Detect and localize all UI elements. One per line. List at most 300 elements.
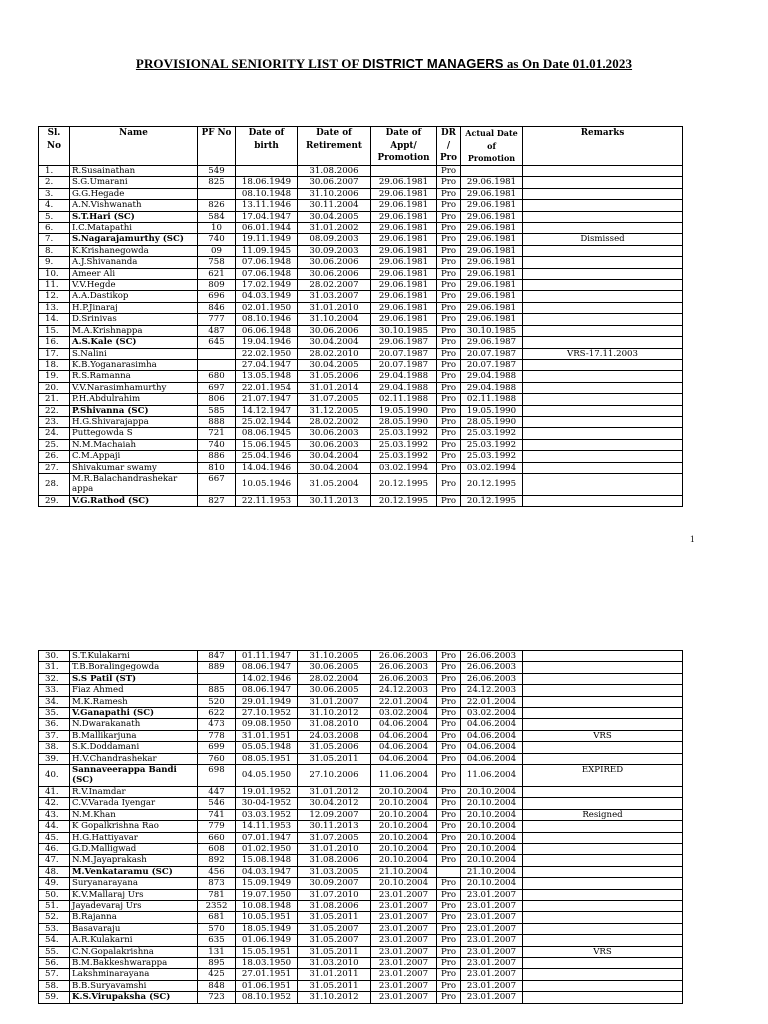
row-dob: 04.03.1949 (236, 291, 298, 302)
row-dob: 08.10.1948 (236, 188, 298, 199)
row-dr: Pro (437, 302, 461, 313)
row-dor: 30.09.2003 (298, 245, 371, 256)
row-dor: 31.08.2006 (298, 855, 371, 866)
table-row (39, 832, 683, 843)
row-name: T.B.Boralingegowda (70, 662, 198, 673)
row-remarks (523, 223, 683, 234)
table-row (39, 980, 683, 991)
row-sl: 33. (39, 685, 70, 696)
row-remarks (523, 923, 683, 934)
row-dr: Pro (437, 268, 461, 279)
row-dr: Pro (437, 662, 461, 673)
row-dob: 07.06.1948 (236, 257, 298, 268)
table-row (39, 291, 683, 302)
table-row (39, 719, 683, 730)
seniority-table-page2 (38, 650, 683, 1004)
row-dor: 31.05.2011 (298, 946, 371, 957)
table-row (39, 866, 683, 877)
row-appt: 04.06.2004 (371, 742, 437, 753)
row-sl: 54. (39, 935, 70, 946)
row-appt (371, 166, 437, 177)
row-dob: 19.07.1950 (236, 889, 298, 900)
row-dor: 31.08.2006 (298, 900, 371, 911)
row-pf: 621 (198, 268, 236, 279)
row-dr: Pro (437, 798, 461, 809)
row-remarks (523, 900, 683, 911)
row-pf: 760 (198, 753, 236, 764)
row-actual: 20.10.2004 (461, 798, 523, 809)
row-appt: 25.03.1992 (371, 439, 437, 450)
row-name: D.Srinivas (70, 314, 198, 325)
row-actual: 29.06.1981 (461, 223, 523, 234)
row-remarks (523, 798, 683, 809)
row-dob: 15.09.1949 (236, 878, 298, 889)
table-row (39, 200, 683, 211)
row-sl: 52. (39, 912, 70, 923)
table-row (39, 302, 683, 313)
row-appt: 20.12.1995 (371, 473, 437, 495)
row-name: A.A.Dastikop (70, 291, 198, 302)
row-dor: 30.06.2003 (298, 428, 371, 439)
row-remarks (523, 821, 683, 832)
row-dob: 27.01.1951 (236, 969, 298, 980)
table-row (39, 280, 683, 291)
row-actual: 04.06.2004 (461, 753, 523, 764)
row-pf: 740 (198, 439, 236, 450)
row-pf: 825 (198, 177, 236, 188)
row-remarks (523, 337, 683, 348)
row-dr: Pro (437, 855, 461, 866)
row-sl: 45. (39, 832, 70, 843)
table-row (39, 405, 683, 416)
row-name: N.M.Machaiah (70, 439, 198, 450)
row-dr: Pro (437, 957, 461, 968)
row-appt: 20.10.2004 (371, 832, 437, 843)
row-sl: 37. (39, 730, 70, 741)
table-row (39, 798, 683, 809)
row-appt: 29.06.1981 (371, 280, 437, 291)
row-actual: 25.03.1992 (461, 451, 523, 462)
row-name: V.V.Narasimhamurthy (70, 382, 198, 393)
row-remarks (523, 843, 683, 854)
row-actual: 23.01.2007 (461, 912, 523, 923)
row-appt: 22.01.2004 (371, 696, 437, 707)
row-dob: 07.06.1948 (236, 268, 298, 279)
row-dob: 18.03.1950 (236, 957, 298, 968)
row-actual: 29.06.1981 (461, 302, 523, 313)
row-dr: Pro (437, 371, 461, 382)
row-appt: 29.06.1981 (371, 211, 437, 222)
row-actual: 25.03.1992 (461, 428, 523, 439)
row-actual: 29.06.1981 (461, 177, 523, 188)
row-dor: 30.04.2004 (298, 337, 371, 348)
row-pf (198, 359, 236, 370)
row-dob: 31.01.1951 (236, 730, 298, 741)
row-name: Puttegowda S (70, 428, 198, 439)
row-pf: 680 (198, 371, 236, 382)
row-sl: 9. (39, 257, 70, 268)
row-actual: 20.07.1987 (461, 348, 523, 359)
row-actual: 23.01.2007 (461, 889, 523, 900)
table-row (39, 394, 683, 405)
row-name: S.K.Doddamani (70, 742, 198, 753)
table-row (39, 992, 683, 1003)
header-dr: DR / Pro (437, 127, 461, 166)
header-sl: Sl. No (39, 127, 70, 166)
row-sl: 1. (39, 166, 70, 177)
table-row (39, 439, 683, 450)
row-appt: 03.02.2004 (371, 708, 437, 719)
row-dor: 30.06.2006 (298, 325, 371, 336)
header-remarks: Remarks (523, 127, 683, 166)
row-name: Suryanarayana (70, 878, 198, 889)
row-pf: 889 (198, 662, 236, 673)
row-name: Shivakumar swamy (70, 462, 198, 473)
row-dr (437, 866, 461, 877)
row-actual: 29.06.1981 (461, 257, 523, 268)
row-dob: 06.01.1944 (236, 223, 298, 234)
row-name: B.M.Bakkeshwarappa (70, 957, 198, 968)
row-remarks (523, 314, 683, 325)
row-actual: 20.10.2004 (461, 832, 523, 843)
row-remarks (523, 405, 683, 416)
row-sl: 19. (39, 371, 70, 382)
row-remarks: VRS (523, 730, 683, 741)
row-appt: 29.06.1981 (371, 177, 437, 188)
row-appt: 29.06.1981 (371, 268, 437, 279)
row-actual: 23.01.2007 (461, 946, 523, 957)
row-dob (236, 166, 298, 177)
row-dob: 19.01.1952 (236, 786, 298, 797)
row-sl: 55. (39, 946, 70, 957)
row-dr: Pro (437, 416, 461, 427)
row-name: K.V.Mallaraj Urs (70, 889, 198, 900)
table-row (39, 765, 683, 787)
row-pf: 608 (198, 843, 236, 854)
row-actual: 23.01.2007 (461, 900, 523, 911)
row-dr: Pro (437, 832, 461, 843)
row-dor: 31.10.2012 (298, 992, 371, 1003)
row-appt: 20.10.2004 (371, 798, 437, 809)
row-appt: 26.06.2003 (371, 651, 437, 662)
row-name: K.S.Virupaksha (SC) (70, 992, 198, 1003)
row-sl: 26. (39, 451, 70, 462)
row-actual: 23.01.2007 (461, 923, 523, 934)
row-appt: 04.06.2004 (371, 719, 437, 730)
row-actual: 21.10.2004 (461, 866, 523, 877)
row-sl: 39. (39, 753, 70, 764)
row-actual: 11.06.2004 (461, 765, 523, 787)
row-sl: 10. (39, 268, 70, 279)
row-remarks (523, 969, 683, 980)
table-body-page2 (39, 651, 683, 1004)
row-pf: 696 (198, 291, 236, 302)
row-remarks (523, 268, 683, 279)
row-name: K.Krishanegowda (70, 245, 198, 256)
row-sl: 21. (39, 394, 70, 405)
row-sl: 29. (39, 495, 70, 506)
row-sl: 3. (39, 188, 70, 199)
row-actual: 29.04.1988 (461, 382, 523, 393)
row-pf: 895 (198, 957, 236, 968)
row-name: M.K.Ramesh (70, 696, 198, 707)
row-dor: 30.09.2007 (298, 878, 371, 889)
row-dob: 06.06.1948 (236, 325, 298, 336)
row-sl: 57. (39, 969, 70, 980)
table-row (39, 223, 683, 234)
row-dr: Pro (437, 495, 461, 506)
row-pf: 886 (198, 451, 236, 462)
row-sl: 23. (39, 416, 70, 427)
row-dr: Pro (437, 730, 461, 741)
row-dob: 08.10.1946 (236, 314, 298, 325)
row-dr: Pro (437, 651, 461, 662)
row-dob: 25.04.1946 (236, 451, 298, 462)
row-pf: 781 (198, 889, 236, 900)
row-pf: 892 (198, 855, 236, 866)
table-row (39, 753, 683, 764)
row-actual: 29.06.1981 (461, 211, 523, 222)
row-dor: 31.01.2014 (298, 382, 371, 393)
table-row (39, 257, 683, 268)
row-dr: Pro (437, 405, 461, 416)
row-name: Lakshminarayana (70, 969, 198, 980)
row-actual: 23.01.2007 (461, 935, 523, 946)
row-sl: 41. (39, 786, 70, 797)
row-name: K Gopalkrishna Rao (70, 821, 198, 832)
row-name: N.M.Khan (70, 809, 198, 820)
row-pf: 549 (198, 166, 236, 177)
row-sl: 53. (39, 923, 70, 934)
row-sl: 42. (39, 798, 70, 809)
row-remarks (523, 866, 683, 877)
row-actual: 29.06.1981 (461, 188, 523, 199)
row-pf: 826 (198, 200, 236, 211)
row-dor: 30.04.2005 (298, 211, 371, 222)
row-pf: 546 (198, 798, 236, 809)
row-dob: 15.08.1948 (236, 855, 298, 866)
row-name: G.D.Malligwad (70, 843, 198, 854)
row-remarks (523, 325, 683, 336)
table-row (39, 786, 683, 797)
row-remarks (523, 177, 683, 188)
row-remarks (523, 188, 683, 199)
row-remarks: VRS (523, 946, 683, 957)
row-pf: 885 (198, 685, 236, 696)
row-remarks (523, 832, 683, 843)
row-dr: Pro (437, 166, 461, 177)
row-remarks (523, 935, 683, 946)
row-sl: 36. (39, 719, 70, 730)
table-row (39, 708, 683, 719)
table-body-page1 (39, 166, 683, 507)
row-dr: Pro (437, 889, 461, 900)
row-appt: 29.04.1988 (371, 382, 437, 393)
row-dor: 28.02.2002 (298, 416, 371, 427)
table-row (39, 325, 683, 336)
row-sl: 24. (39, 428, 70, 439)
row-dr: Pro (437, 348, 461, 359)
row-appt: 23.01.2007 (371, 980, 437, 991)
row-dor: 30.04.2004 (298, 462, 371, 473)
row-dob: 04.03.1947 (236, 866, 298, 877)
row-dor: 31.07.2005 (298, 832, 371, 843)
row-name: Sannaveerappa Bandi (SC) (70, 765, 198, 787)
row-dob: 21.07.1947 (236, 394, 298, 405)
row-actual: 29.06.1981 (461, 314, 523, 325)
row-sl: 28. (39, 473, 70, 495)
row-dor: 28.02.2007 (298, 280, 371, 291)
table-row (39, 495, 683, 506)
row-dor: 12.09.2007 (298, 809, 371, 820)
row-remarks (523, 651, 683, 662)
row-appt: 20.10.2004 (371, 878, 437, 889)
row-dr: Pro (437, 821, 461, 832)
row-remarks (523, 889, 683, 900)
row-dob: 04.05.1950 (236, 765, 298, 787)
row-pf: 622 (198, 708, 236, 719)
row-appt: 26.06.2003 (371, 673, 437, 684)
row-sl: 59. (39, 992, 70, 1003)
row-name: C.N.Gopalakrishna (70, 946, 198, 957)
row-remarks (523, 957, 683, 968)
table-row (39, 809, 683, 820)
row-dob: 09.08.1950 (236, 719, 298, 730)
table-row (39, 234, 683, 245)
seniority-table-page1 (38, 126, 683, 507)
table-row (39, 696, 683, 707)
row-pf: 447 (198, 786, 236, 797)
row-appt: 30.10.1985 (371, 325, 437, 336)
row-dor: 31.08.2010 (298, 719, 371, 730)
row-dor: 30.06.2006 (298, 268, 371, 279)
table-row (39, 957, 683, 968)
table-row (39, 428, 683, 439)
row-remarks (523, 473, 683, 495)
row-name: Ameer Ali (70, 268, 198, 279)
row-remarks (523, 992, 683, 1003)
row-dor: 30.06.2005 (298, 662, 371, 673)
row-actual: 20.10.2004 (461, 786, 523, 797)
row-pf: 888 (198, 416, 236, 427)
row-dor: 30.11.2013 (298, 495, 371, 506)
row-dob: 08.05.1951 (236, 753, 298, 764)
row-dob: 25.02.1944 (236, 416, 298, 427)
row-appt: 29.06.1981 (371, 257, 437, 268)
row-actual: 23.01.2007 (461, 969, 523, 980)
table-row (39, 685, 683, 696)
row-name: V.V.Hegde (70, 280, 198, 291)
row-actual (461, 166, 523, 177)
table-row (39, 946, 683, 957)
row-dor: 31.07.2005 (298, 394, 371, 405)
row-sl: 2. (39, 177, 70, 188)
row-remarks (523, 719, 683, 730)
row-dor: 31.01.2011 (298, 969, 371, 980)
row-actual: 20.10.2004 (461, 821, 523, 832)
row-appt: 20.10.2004 (371, 809, 437, 820)
row-remarks (523, 200, 683, 211)
table-row (39, 245, 683, 256)
row-remarks (523, 428, 683, 439)
row-dr: Pro (437, 451, 461, 462)
row-name: P.Shivanna (SC) (70, 405, 198, 416)
row-name: N.Dwarakanath (70, 719, 198, 730)
table-row (39, 268, 683, 279)
row-name: A.N.Vishwanath (70, 200, 198, 211)
row-dob: 01.06.1949 (236, 935, 298, 946)
table-row (39, 969, 683, 980)
row-dr: Pro (437, 337, 461, 348)
row-sl: 31. (39, 662, 70, 673)
row-remarks (523, 359, 683, 370)
row-name: B.Mallikarjuna (70, 730, 198, 741)
row-actual: 04.06.2004 (461, 719, 523, 730)
row-pf: 741 (198, 809, 236, 820)
row-pf: 425 (198, 969, 236, 980)
title-part2: DISTRICT MANAGERS (362, 56, 504, 71)
row-appt: 19.05.1990 (371, 405, 437, 416)
row-remarks: Resigned (523, 809, 683, 820)
row-sl: 17. (39, 348, 70, 359)
row-dor: 28.02.2004 (298, 673, 371, 684)
row-remarks (523, 245, 683, 256)
row-sl: 14. (39, 314, 70, 325)
header-dor: Date of Retirement (298, 127, 371, 166)
row-appt: 28.05.1990 (371, 416, 437, 427)
page-number: 1 (690, 534, 695, 544)
table-row (39, 473, 683, 495)
row-dob: 15.05.1951 (236, 946, 298, 957)
row-dr: Pro (437, 394, 461, 405)
header-dob: Date of birth (236, 127, 298, 166)
row-pf: 806 (198, 394, 236, 405)
row-sl: 49. (39, 878, 70, 889)
row-pf: 721 (198, 428, 236, 439)
row-remarks: VRS-17.11.2003 (523, 348, 683, 359)
document-title (0, 56, 768, 72)
row-actual: 19.05.1990 (461, 405, 523, 416)
row-sl: 4. (39, 200, 70, 211)
row-sl: 30. (39, 651, 70, 662)
row-appt: 26.06.2003 (371, 662, 437, 673)
table-row (39, 662, 683, 673)
row-name: S.T.Kulakarni (70, 651, 198, 662)
row-dor: 08.09.2003 (298, 234, 371, 245)
row-dor: 31.10.2006 (298, 188, 371, 199)
row-name: S.S Patil (ST) (70, 673, 198, 684)
row-dor: 30.06.2007 (298, 177, 371, 188)
table-row (39, 166, 683, 177)
row-pf: 778 (198, 730, 236, 741)
row-dob: 18.06.1949 (236, 177, 298, 188)
row-sl: 38. (39, 742, 70, 753)
row-name: M.A.Krishnappa (70, 325, 198, 336)
row-pf: 873 (198, 878, 236, 889)
row-dr: Pro (437, 325, 461, 336)
row-dr: Pro (437, 314, 461, 325)
row-remarks: Dismissed (523, 234, 683, 245)
row-name: M.R.Balachandrashekar appa (70, 473, 198, 495)
row-dr: Pro (437, 980, 461, 991)
row-dr: Pro (437, 935, 461, 946)
row-name: V.G.Rathod (SC) (70, 495, 198, 506)
row-dob: 17.04.1947 (236, 211, 298, 222)
row-name: S.G.Umarani (70, 177, 198, 188)
row-sl: 44. (39, 821, 70, 832)
row-dr: Pro (437, 473, 461, 495)
row-appt: 20.10.2004 (371, 843, 437, 854)
